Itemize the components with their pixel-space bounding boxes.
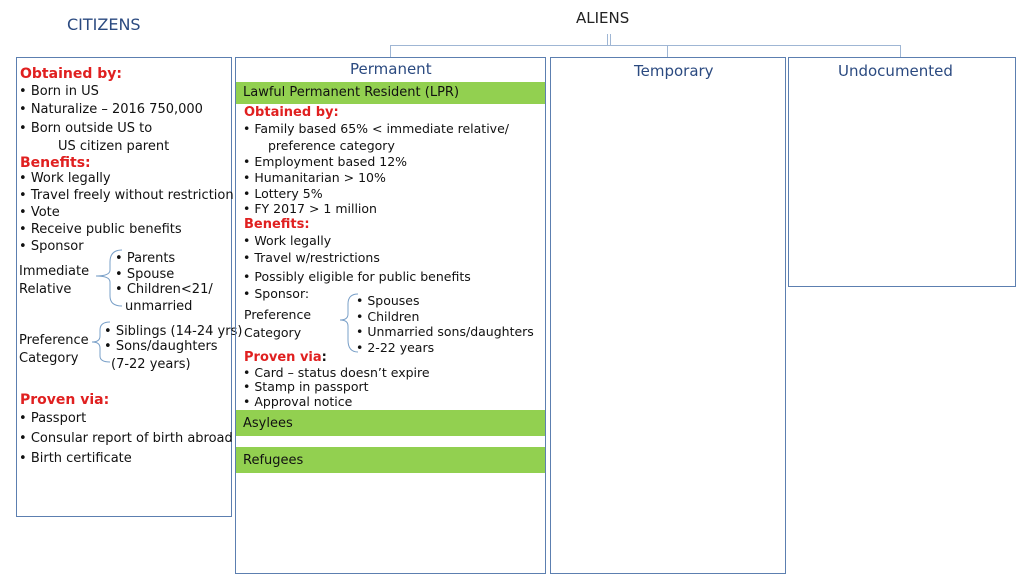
lpr-bar: Lawful Permanent Resident (LPR) — [236, 82, 545, 104]
preference-category-label: Preference — [19, 333, 89, 348]
preference-category-bracket — [92, 322, 110, 362]
citizens-obtained-item: • Naturalize – 2016 750,000 — [19, 102, 203, 118]
citizens-obtained-item: • Born outside US to — [19, 121, 152, 137]
temporary-title: Temporary — [634, 62, 714, 80]
lpr-obtained-item: • Humanitarian > 10% — [243, 170, 386, 185]
lpr-proven-item: • Card – status doesn’t expire — [243, 365, 430, 380]
citizens-benefit: • Vote — [19, 205, 60, 221]
citizens-proven-item: • Birth certificate — [19, 451, 132, 467]
lpr-preference-item: • Spouses — [356, 293, 420, 308]
lpr-benefits-label: Benefits: — [244, 217, 310, 232]
aliens-title: ALIENS — [576, 9, 630, 27]
preference-category-label: Category — [19, 351, 79, 366]
refugees-bar: Refugees — [236, 447, 545, 473]
citizens-title: CITIZENS — [67, 15, 141, 34]
preference-category-cont: (7-22 years) — [111, 357, 191, 372]
lpr-proven-item: • Stamp in passport — [243, 379, 369, 394]
asylees-bar: Asylees — [236, 410, 545, 436]
lpr-preference-item: • 2-22 years — [356, 340, 434, 355]
citizens-obtained-indent: US citizen parent — [58, 139, 170, 154]
permanent-title: Permanent — [350, 60, 432, 78]
lpr-preference-bracket — [340, 294, 358, 352]
lpr-proven-text: Proven via — [244, 350, 322, 365]
citizens-benefit: • Work legally — [19, 171, 111, 187]
lpr-preference-item: • Unmarried sons/daughters — [356, 324, 534, 339]
citizens-benefit: • Travel freely without restriction — [19, 188, 234, 204]
lpr-obtained-item: • FY 2017 > 1 million — [243, 201, 377, 216]
citizens-benefit: • Receive public benefits — [19, 222, 182, 238]
citizens-proven-item: • Consular report of birth abroad — [19, 431, 233, 447]
lpr-obtained-cont: preference category — [268, 138, 395, 153]
preference-category-item: • Sons/daughters — [104, 339, 218, 355]
immediate-relative-item: • Parents — [115, 251, 175, 267]
citizens-benefit: • Sponsor — [19, 239, 84, 255]
immediate-relative-label: Immediate — [19, 264, 90, 279]
citizens-proven-item: • Passport — [19, 411, 86, 427]
immediate-relative-label: Relative — [19, 282, 72, 297]
preference-category-item: • Siblings (14-24 yrs) — [104, 324, 242, 340]
lpr-proven-item: • Approval notice — [243, 394, 352, 409]
lpr-proven-colon: : — [321, 350, 327, 365]
undocumented-title: Undocumented — [838, 62, 953, 80]
immediate-relative-item: • Children<21/ — [115, 282, 213, 298]
immediate-relative-bracket — [96, 250, 122, 306]
lpr-obtained-item: • Lottery 5% — [243, 186, 323, 201]
citizens-obtained-item: • Born in US — [19, 84, 99, 100]
immediate-relative-item: • Spouse — [115, 267, 174, 283]
lpr-preference-label: Preference — [244, 307, 312, 322]
lpr-benefit: • Travel w/restrictions — [243, 250, 380, 265]
citizens-proven-label: Proven via: — [20, 392, 110, 408]
citizens-obtained-label: Obtained by: — [20, 66, 122, 82]
lpr-preference-item: • Children — [356, 309, 419, 324]
lpr-benefit: • Possibly eligible for public benefits — [243, 269, 471, 284]
lpr-obtained-label: Obtained by: — [244, 105, 339, 120]
lpr-obtained-item: • Family based 65% < immediate relative/ — [243, 121, 509, 136]
citizens-benefits-label: Benefits: — [20, 155, 91, 171]
lpr-benefit: • Sponsor: — [243, 286, 309, 301]
lpr-preference-label: Category — [244, 325, 302, 340]
lpr-benefit: • Work legally — [243, 233, 331, 248]
lpr-obtained-item: • Employment based 12% — [243, 154, 407, 169]
immediate-relative-cont: unmarried — [125, 299, 193, 314]
